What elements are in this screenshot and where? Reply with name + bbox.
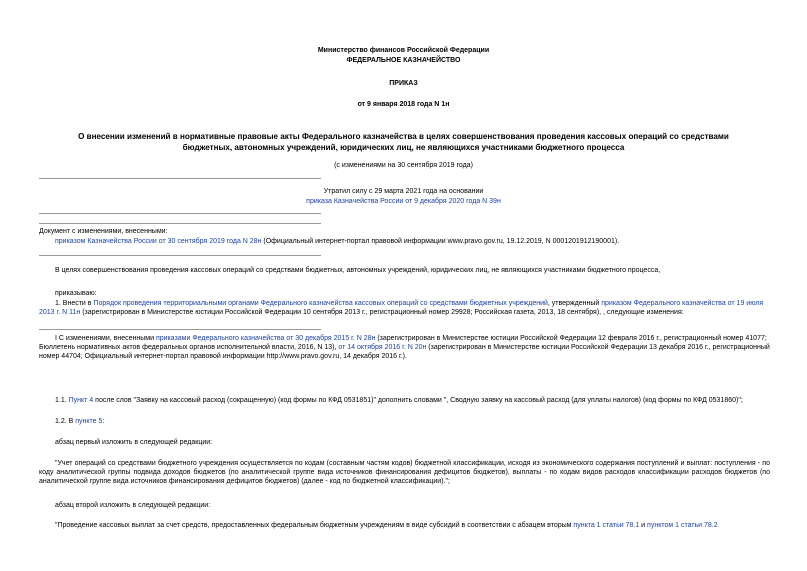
order-word: приказываю: [55, 290, 97, 297]
divider [39, 223, 321, 224]
procedure-link[interactable]: Порядок проведения территориальными органами Федерального казначейства кассовых операций со средствами бюджетных учреждений [93, 300, 548, 307]
divider [39, 213, 321, 214]
footnote-divider [39, 329, 321, 330]
agency-name: ФЕДЕРАЛЬНОЕ КАЗНАЧЕЙСТВО [346, 57, 461, 64]
article-78-1-link[interactable]: пункта 1 статьи 78.1 [573, 522, 640, 529]
repeal-order-link[interactable]: приказа Казначейства России от 9 декабря 2020 года N 39н [306, 198, 501, 205]
text: (зарегистрирован в Министерстве юстиции Российской Федерации 12 февраля 2016 г., регистрационный номер 41077; Бюллетень нормативных актов федеральных органов исполнительной власти, 2016, N 13), [39, 335, 767, 351]
article-78-2-link[interactable]: пунктом 1 статьи 78.2 [647, 522, 718, 529]
ministry-name: Министерство финансов Российской Федерации [317, 47, 490, 54]
document-type: ПРИКАЗ [389, 80, 418, 87]
text: 1. Внести в [55, 300, 94, 307]
clause-4-link[interactable]: Пункт 4 [68, 397, 94, 404]
footnote-order-link-2[interactable]: от 14 октября 2016 г. N 20н [338, 343, 427, 351]
text: I С изменениями, внесенными [55, 335, 156, 342]
status-text: Утратил силу с 29 марта 2021 года на основании [323, 188, 484, 195]
first-paragraph-instruction: абзац первый изложить в следующей редакции: [55, 439, 213, 446]
text: 1.2. В [55, 418, 76, 425]
text: и [639, 522, 648, 529]
quoted-text-1: "Учет операций со средствами бюджетного учреждения осуществляется по кодам (составным частям кодов) бюджетной классификации, исходя из экономического содержания поступлений и выплат: поступления - по коду аналитической группы подвида доходов бюджетов (по аналитической группе вида источников финансирования дефицитов бюджетов), выплаты - по кодам видов расходов классификации расходов бюджетов (по аналитической группе вида источников финансирования дефицитов бюджетов) (далее - код по бюджетной классификации)."; [39, 460, 770, 485]
changes-intro: Документ с изменениями, внесенными: [39, 228, 168, 235]
text: , утвержденный [547, 300, 602, 307]
document-title-line-2: бюджетных, автономных учреждений, юридических лиц, не являющихся участниками бюджетного процесса [182, 143, 625, 152]
text: (зарегистрирован в Министерстве юстиции Российской Федерации 13 декабря 2016 г., регистрационный номер 44704; Официальный интернет-портал правовой информации http://www.pravo.gov.ru, 14 декабря 2016 г.). [39, 343, 770, 360]
text: после слов "Заявку на кассовый расход (сокращенную) (код формы по КФД 0531851)" дополнить словами ", Сводную заявку на кассовый расход (для уплаты налогов) (код формы по КФД 0531860)"; [93, 397, 743, 404]
changes-source: (Официальный интернет-портал правовой информации www.pravo.gov.ru, 19.12.2019, N 0001201912190001). [261, 238, 620, 245]
divider [39, 255, 321, 256]
amendment-note: (с изменениями на 30 сентября 2019 года) [334, 162, 473, 169]
text: (зарегистрирован в Министерстве юстиции Российской Федерации 10 сентября 2013 г., регистрационный номер 29928; Российская газета, 2013, 18 сентября), , следующие изменения: [80, 308, 684, 316]
footnote [39, 335, 770, 362]
document-title-line-1: О внесении изменений в нормативные правовые акты Федерального казначейства в целях совершенствования проведения кассовых операций со средствами [78, 132, 729, 141]
clause-5-link[interactable]: пункте 5 [75, 418, 103, 425]
paragraph-1-2 [55, 418, 770, 427]
divider [39, 178, 321, 179]
text: "Проведение кассовых выплат за счет средств, предоставленных федеральным бюджетным учреждениям в виде субсидий в соответствии с абзацем вторым [55, 522, 574, 529]
document-date-number: от 9 января 2018 года N 1н [357, 101, 450, 108]
paragraph-1-1 [55, 397, 770, 406]
changes-line [55, 238, 770, 247]
amending-order-link[interactable]: приказом Казначейства России от 30 сентября 2019 года N 28н [55, 238, 262, 245]
purpose-paragraph: В целях совершенствования проведения кассовых операций со средствами бюджетных, автономных учреждений, юридических лиц, не являющихся участниками бюджетного процесса, [55, 267, 661, 274]
text: : [102, 418, 105, 425]
quoted-text-2 [39, 522, 770, 531]
treasury-order-link[interactable]: приказом Федерального казначейства от 19 июля 2013 г. N 11н [39, 300, 764, 316]
paragraph-1 [39, 300, 770, 318]
second-paragraph-instruction: абзац второй изложить в следующей редакции: [55, 502, 211, 509]
text: 1.1. [55, 397, 69, 404]
status-link-line [0, 198, 807, 207]
footnote-order-link-1[interactable]: приказами Федерального казначейства от 30 декабря 2015 г. N 28н [155, 335, 376, 342]
